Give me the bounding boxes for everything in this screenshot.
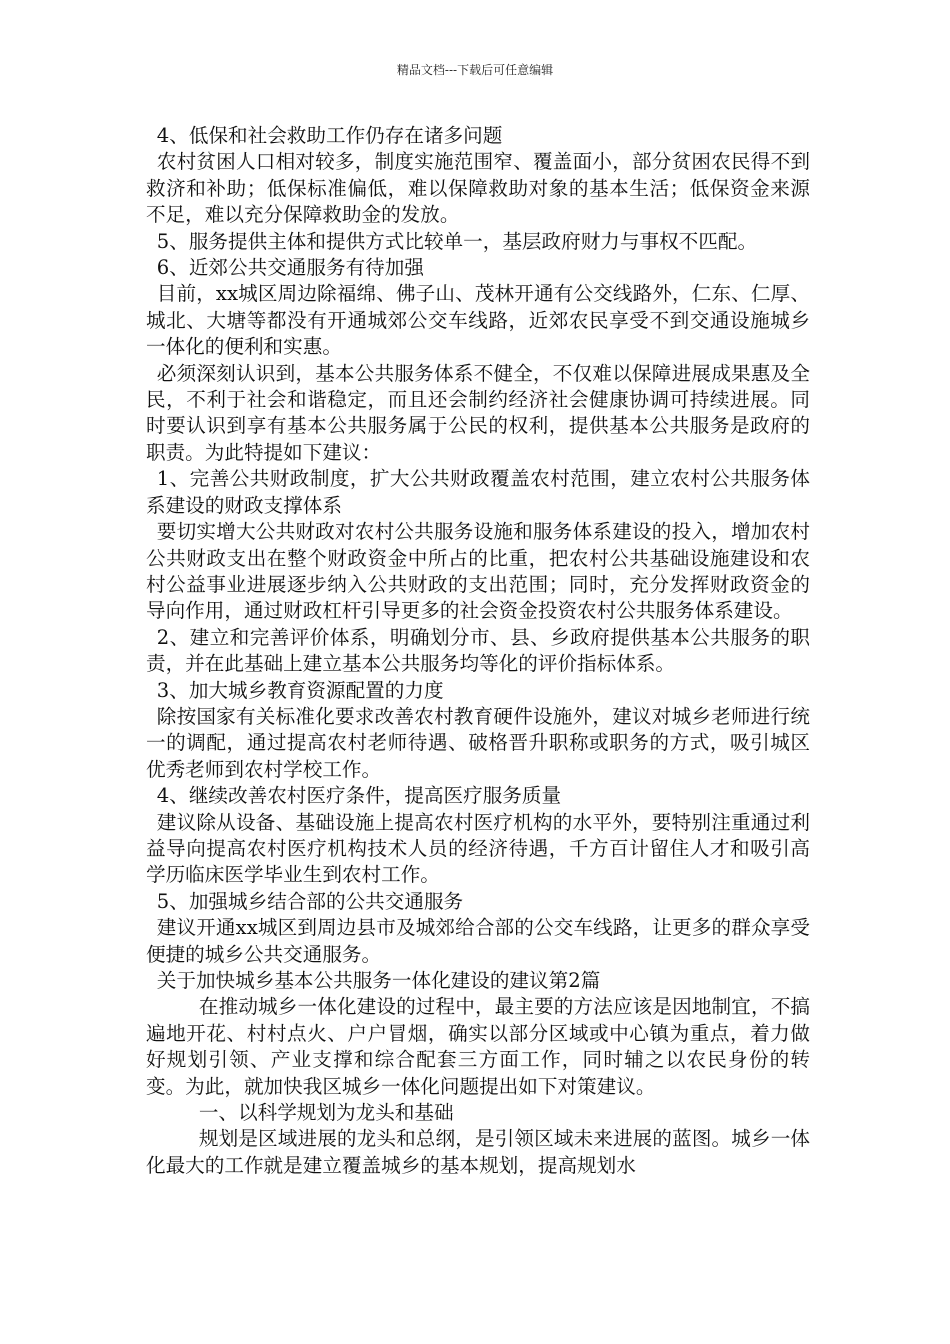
- paragraph-bus-lines: 目前，xx城区周边除福绵、佛子山、茂林开通有公交线路外，仁东、仁厚、城北、大塘等都没有开通城郊公交车线路，近郊农民享受不到交通设施城乡一体化的便利和实惠。: [146, 282, 810, 359]
- document-body: [146, 123, 810, 1179]
- heading-item-6-suburban-transit: 6、近郊公共交通服务有待加强: [156, 256, 424, 280]
- heading-item-4-subsidy-issues: 4、低保和社会救助工作仍存在诸多问题: [156, 124, 503, 147]
- paragraph-bus-routes: 建议开通xx城区到周边县市及城郊给合部的公交车线路，让更多的群众享受便捷的城乡公共交通服务。: [146, 916, 810, 966]
- heading-suggestion-1-finance: 1、完善公共财政制度，扩大公共财政覆盖农村范围，建立农村公共服务体系建设的财政支撑体系: [146, 467, 810, 517]
- heading-suggestion-2-evaluation: 2、建立和完善评价体系，明确划分市、县、乡政府提供基本公共服务的职责，并在此基础上建立基本公共服务均等化的评价指标体系。: [146, 625, 810, 676]
- paragraph-planning-blueprint: 规划是区域进展的龙头和总纲，是引领区域未来进展的蓝图。城乡一体化最大的工作就是建立覆盖城乡的基本规划，提高规划水: [146, 1127, 810, 1177]
- paragraph-medical-staff: 建议除从设备、基础设施上提高农村医疗机构的水平外，要特别注重通过利益导向提高农村医疗机构技术人员的经济待遇，千方百计留住人才和吸引高学历临床医学毕业生到农村工作。: [146, 810, 810, 887]
- heading-suggestion-5-transit: 5、加强城乡结合部的公共交通服务: [156, 889, 464, 913]
- paragraph-finance-investment: 要切实增大公共财政对农村公共服务设施和服务体系建设的投入，增加农村公共财政支出在整个财政资金中所占的比重，把农村公共基础设施建设和农村公益事业进展逐步纳入公共财政的支出范围；同时，充分发挥财政资金的导向作用，通过财政杠杆引导更多的社会资金投资农村公共服务体系建设。: [146, 520, 810, 623]
- heading-planning-first: 一、以科学规划为龙头和基础: [198, 1101, 454, 1125]
- paragraph-public-service-awareness: 必须深刻认识到，基本公共服务体系不健全，不仅难以保障进展成果惠及全民，不利于社会和谐稳定，而且还会制约经济社会健康协调可持续进展。同时要认识到享有基本公共服务属于公民的权利，提供基本公共服务是政府的职责。为此特提如下建议：: [146, 361, 810, 464]
- heading-suggestion-3-education: 3、加大城乡教育资源配置的力度: [156, 678, 444, 702]
- heading-suggestion-4-medical: 4、继续改善农村医疗条件，提高医疗服务质量: [156, 784, 562, 808]
- paragraph-rural-poverty: 农村贫困人口相对较多，制度实施范围窄、覆盖面小，部分贫困农民得不到救济和补助；低保标准偏低，难以保障救助对象的基本生活；低保资金来源不足，难以充分保障救助金的发放。: [146, 150, 810, 227]
- paragraph-teacher-allocation: 除按国家有关标准化要求改善农村教育硬件设施外，建议对城乡老师进行统一的调配，通过提高农村老师待遇、破格晋升职称或职务的方式，吸引城区优秀老师到农村学校工作。: [146, 704, 810, 781]
- section-title-part-2: 关于加快城乡基本公共服务一体化建设的建议第2篇: [156, 969, 601, 992]
- page-header: 精品文档---下载后可任意编辑: [396, 63, 554, 77]
- paragraph-integration-methods: 在推动城乡一体化建设的过程中，最主要的方法应该是因地制宜，不搞遍地开花、村村点火、户户冒烟，确实以部分区域或中心镇为重点，着力做好规划引领、产业支撑和综合配套三方面工作，同时辅之以农民身份的转变。为此，就加快我区城乡一体化问题提出如下对策建议。: [146, 995, 810, 1098]
- heading-item-5-service-providers: 5、服务提供主体和提供方式比较单一，基层政府财力与事权不匹配。: [156, 229, 758, 253]
